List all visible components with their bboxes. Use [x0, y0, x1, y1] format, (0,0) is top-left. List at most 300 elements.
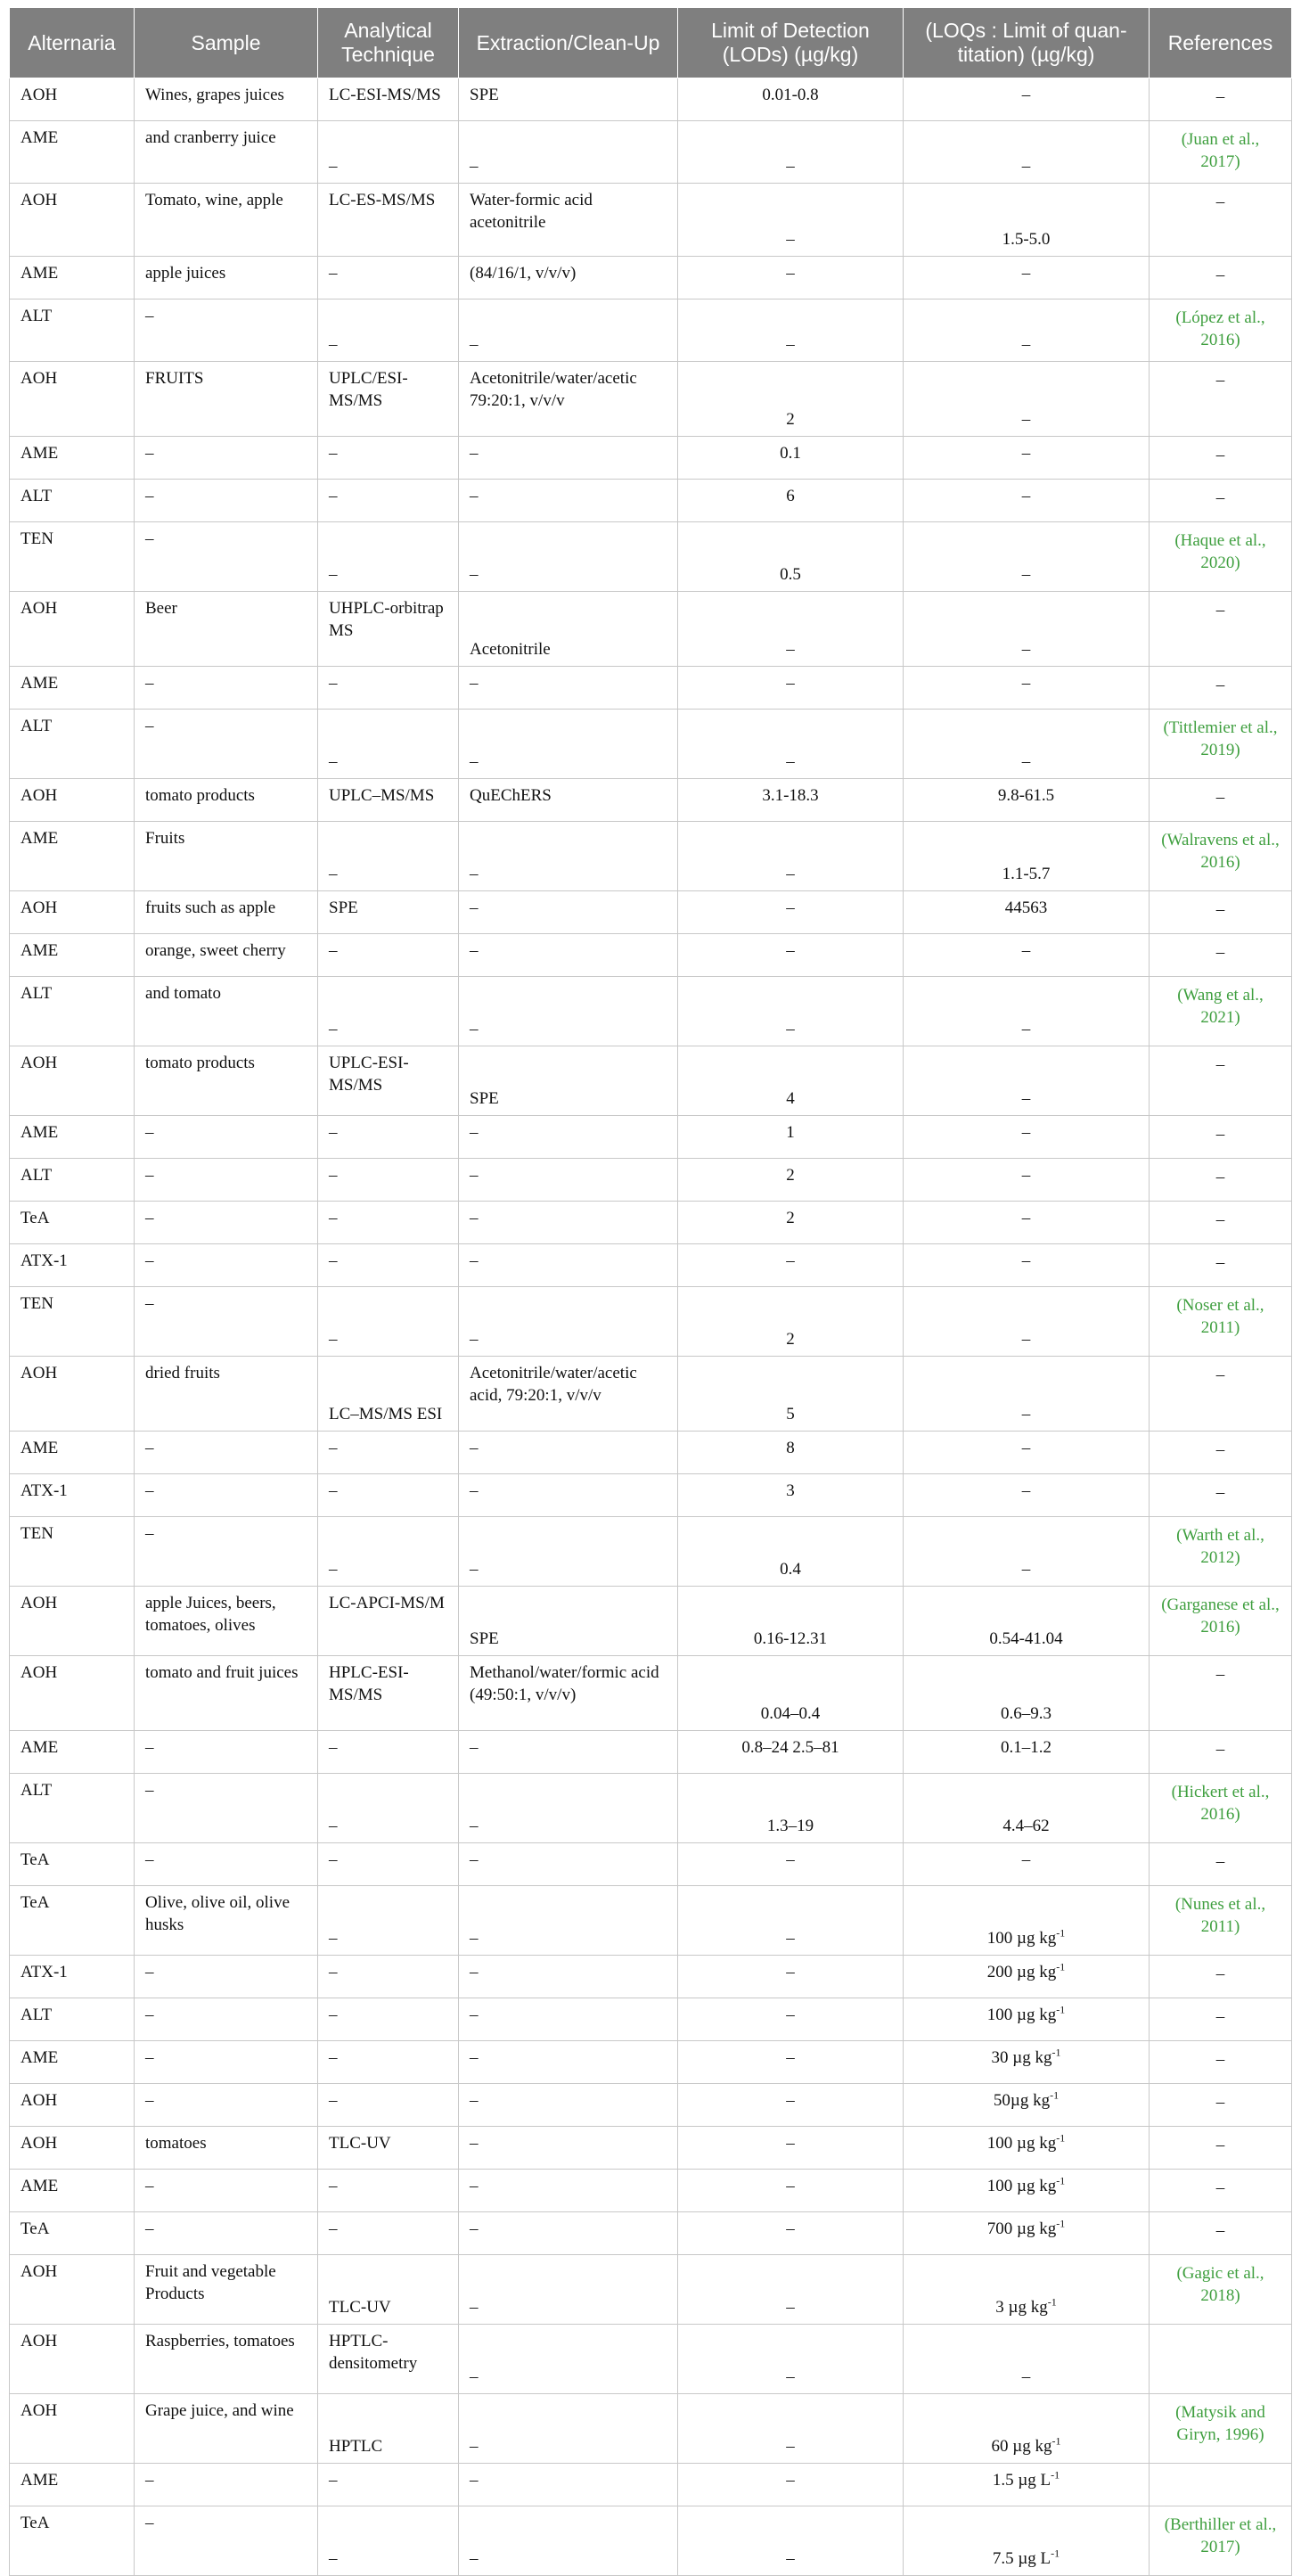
loq-value: – — [1021, 941, 1031, 960]
cell-sample: – — [135, 1998, 318, 2041]
cell-technique: HPLC-ESI-MS/MS — [318, 1656, 459, 1731]
cell-loq — [904, 2041, 1150, 2084]
cell-sample: fruits such as apple — [135, 891, 318, 934]
cell-extraction: (84/16/1, v/v/v) — [459, 257, 678, 299]
cell-reference: – — [1150, 2041, 1292, 2084]
cell-technique: – — [318, 1202, 459, 1244]
cell-technique: UHPLC-orbitrap MS — [318, 592, 459, 667]
table-row — [10, 891, 1292, 934]
table-row — [10, 1774, 1292, 1843]
loq-value: – — [1021, 1166, 1031, 1185]
cell-technique: – — [318, 2041, 459, 2084]
cell-lod: 3 — [678, 1474, 904, 1517]
reference-link[interactable]: (Berthiller et al., 2017) — [1150, 2506, 1292, 2576]
cell-alternaria: ALT — [10, 1774, 135, 1843]
cell-lod: – — [678, 1244, 904, 1287]
table-row — [10, 1357, 1292, 1432]
cell-reference: – — [1150, 2170, 1292, 2212]
cell-extraction: – — [459, 977, 678, 1046]
cell-extraction: – — [459, 1202, 678, 1244]
cell-loq — [904, 184, 1150, 257]
cell-loq — [904, 2255, 1150, 2325]
table-row — [10, 2464, 1292, 2506]
loq-value: 9.8-61.5 — [997, 786, 1055, 805]
cell-extraction: – — [459, 710, 678, 779]
reference-link[interactable]: (Warth et al., 2012) — [1150, 1517, 1292, 1587]
cell-sample: tomato products — [135, 779, 318, 822]
cell-loq — [904, 2394, 1150, 2464]
table-header — [10, 8, 1292, 78]
cell-technique: LC-ES-MS/MS — [318, 184, 459, 257]
table-row — [10, 78, 1292, 121]
cell-loq — [904, 822, 1150, 891]
cell-loq — [904, 2084, 1150, 2127]
cell-alternaria: AOH — [10, 1046, 135, 1116]
cell-sample: – — [135, 1956, 318, 1998]
cell-lod: – — [678, 977, 904, 1046]
cell-sample: – — [135, 1731, 318, 1774]
cell-alternaria: AOH — [10, 779, 135, 822]
col-header-extraction: Extraction/Clean-Up — [459, 8, 678, 78]
loq-value: 200 µg kg — [986, 1963, 1057, 1981]
cell-technique: – — [318, 667, 459, 710]
cell-sample: – — [135, 2170, 318, 2212]
cell-loq — [904, 2212, 1150, 2255]
cell-reference: – — [1150, 184, 1292, 257]
cell-technique: – — [318, 2506, 459, 2576]
cell-lod: 1 — [678, 1116, 904, 1159]
cell-sample: – — [135, 1202, 318, 1244]
cell-technique: HPTLC-densitometry — [318, 2325, 459, 2394]
cell-reference: – — [1150, 592, 1292, 667]
cell-extraction: – — [459, 667, 678, 710]
reference-link[interactable]: (Noser et al., 2011) — [1150, 1287, 1292, 1357]
cell-loq — [904, 779, 1150, 822]
loq-value: – — [1021, 1481, 1031, 1500]
loq-value: – — [1021, 1020, 1031, 1038]
reference-link[interactable]: (Hickert et al., 2016) — [1150, 1774, 1292, 1843]
cell-lod: – — [678, 2464, 904, 2506]
loq-unit-exponent: -1 — [1056, 2003, 1066, 2016]
cell-sample: Beer — [135, 592, 318, 667]
cell-alternaria: AME — [10, 1116, 135, 1159]
cell-lod: – — [678, 2325, 904, 2394]
loq-value: 60 µg kg — [991, 2437, 1052, 2456]
cell-loq — [904, 480, 1150, 522]
cell-extraction: Acetonitrile/water/acetic 79:20:1, v/v/v — [459, 362, 678, 437]
cell-extraction: – — [459, 121, 678, 184]
cell-lod: 5 — [678, 1357, 904, 1432]
cell-alternaria: AOH — [10, 1587, 135, 1656]
data-table — [9, 7, 1292, 2576]
loq-value: – — [1021, 1850, 1031, 1869]
cell-lod: – — [678, 822, 904, 891]
cell-reference: – — [1150, 1998, 1292, 2041]
loq-value: 44563 — [1004, 898, 1048, 917]
cell-loq — [904, 934, 1150, 977]
table-row — [10, 822, 1292, 891]
cell-loq — [904, 1046, 1150, 1116]
cell-alternaria: TEN — [10, 1517, 135, 1587]
cell-loq — [904, 1202, 1150, 1244]
cell-technique: – — [318, 1731, 459, 1774]
loq-unit-exponent: -1 — [1050, 2088, 1060, 2102]
cell-extraction: SPE — [459, 78, 678, 121]
loq-value: – — [1021, 335, 1031, 354]
cell-lod: – — [678, 1998, 904, 2041]
cell-technique: – — [318, 710, 459, 779]
cell-sample: apple Juices, beers, tomatoes, olives — [135, 1587, 318, 1656]
table-row — [10, 1202, 1292, 1244]
cell-alternaria: AOH — [10, 2255, 135, 2325]
loq-value: 50µg kg — [993, 2091, 1051, 2110]
loq-value: – — [1021, 640, 1031, 659]
cell-loq — [904, 2506, 1150, 2576]
reference-link[interactable]: (Haque et al., 2020) — [1150, 522, 1292, 592]
cell-technique: – — [318, 2212, 459, 2255]
cell-alternaria: ALT — [10, 480, 135, 522]
cell-lod: – — [678, 2255, 904, 2325]
col-header-technique: Analytical Technique — [318, 8, 459, 78]
loq-value: 1.5-5.0 — [1002, 230, 1051, 249]
cell-sample: – — [135, 522, 318, 592]
cell-sample: – — [135, 667, 318, 710]
table-row — [10, 2506, 1292, 2576]
cell-sample: – — [135, 1474, 318, 1517]
cell-extraction: – — [459, 437, 678, 480]
col-header-loq: (LOQs : Limit of quan-titation) (µg/kg) — [904, 8, 1150, 78]
cell-lod: – — [678, 2170, 904, 2212]
loq-value: 100 µg kg — [986, 2134, 1057, 2153]
cell-loq — [904, 1116, 1150, 1159]
cell-technique: LC-ESI-MS/MS — [318, 78, 459, 121]
loq-value: – — [1021, 410, 1031, 429]
cell-extraction: Water-formic acid acetonitrile — [459, 184, 678, 257]
cell-extraction: SPE — [459, 1587, 678, 1656]
cell-lod: 0.04–0.4 — [678, 1656, 904, 1731]
cell-loq — [904, 977, 1150, 1046]
cell-lod: 2 — [678, 1159, 904, 1202]
cell-technique: – — [318, 934, 459, 977]
cell-reference: – — [1150, 1357, 1292, 1432]
table-row — [10, 184, 1292, 257]
cell-extraction: – — [459, 522, 678, 592]
cell-alternaria: AOH — [10, 2394, 135, 2464]
cell-alternaria: ATX-1 — [10, 1474, 135, 1517]
cell-reference: – — [1150, 362, 1292, 437]
cell-reference: – — [1150, 2127, 1292, 2170]
loq-value: – — [1021, 444, 1031, 463]
table-row — [10, 1432, 1292, 1474]
table-row — [10, 977, 1292, 1046]
cell-loq — [904, 121, 1150, 184]
cell-loq — [904, 2170, 1150, 2212]
table-row — [10, 480, 1292, 522]
cell-loq — [904, 1517, 1150, 1587]
cell-alternaria: TEN — [10, 522, 135, 592]
cell-extraction: – — [459, 2127, 678, 2170]
cell-lod: 0.5 — [678, 522, 904, 592]
cell-lod: – — [678, 2041, 904, 2084]
reference-link[interactable]: (Matysik and Giryn, 1996) — [1150, 2394, 1292, 2464]
cell-alternaria: ATX-1 — [10, 1244, 135, 1287]
cell-sample: – — [135, 1116, 318, 1159]
cell-lod: – — [678, 1886, 904, 1956]
cell-lod: – — [678, 2212, 904, 2255]
cell-reference: – — [1150, 779, 1292, 822]
table-row — [10, 1046, 1292, 1116]
table-row — [10, 710, 1292, 779]
cell-lod: 2 — [678, 1202, 904, 1244]
cell-technique: UPLC/ESI-MS/MS — [318, 362, 459, 437]
reference-link[interactable]: (Gagic et al., 2018) — [1150, 2255, 1292, 2325]
cell-reference: – — [1150, 1159, 1292, 1202]
table-body — [10, 78, 1292, 2576]
col-header-lod: Limit of Detection (LODs) (µg/kg) — [678, 8, 904, 78]
loq-unit-exponent: -1 — [1047, 2295, 1057, 2309]
cell-alternaria: AOH — [10, 78, 135, 121]
table-row — [10, 1998, 1292, 2041]
cell-extraction: – — [459, 2394, 678, 2464]
header-row — [10, 8, 1292, 78]
cell-sample: – — [135, 2084, 318, 2127]
loq-unit-exponent: -1 — [1051, 2046, 1061, 2059]
table-row — [10, 1843, 1292, 1886]
table-row — [10, 2041, 1292, 2084]
cell-alternaria: ALT — [10, 977, 135, 1046]
table-row — [10, 1116, 1292, 1159]
cell-reference: – — [1150, 1202, 1292, 1244]
cell-technique: – — [318, 299, 459, 362]
loq-value: – — [1021, 674, 1031, 693]
cell-sample: – — [135, 437, 318, 480]
cell-technique: TLC-UV — [318, 2127, 459, 2170]
cell-extraction: – — [459, 1244, 678, 1287]
cell-reference: – — [1150, 2084, 1292, 2127]
cell-loq — [904, 1474, 1150, 1517]
cell-technique: – — [318, 2464, 459, 2506]
cell-loq — [904, 592, 1150, 667]
cell-reference: – — [1150, 257, 1292, 299]
cell-loq — [904, 1159, 1150, 1202]
table-row — [10, 437, 1292, 480]
cell-reference: – — [1150, 1474, 1292, 1517]
loq-value: 0.6–9.3 — [1001, 1704, 1051, 1723]
reference-link[interactable]: (Nunes et al., 2011) — [1150, 1886, 1292, 1956]
loq-unit-exponent: -1 — [1051, 2547, 1060, 2560]
cell-reference: – — [1150, 480, 1292, 522]
cell-sample: and tomato — [135, 977, 318, 1046]
cell-lod: – — [678, 1843, 904, 1886]
table-row — [10, 1587, 1292, 1656]
cell-reference — [1150, 2325, 1292, 2394]
loq-value: 0.1–1.2 — [1001, 1738, 1051, 1757]
cell-loq — [904, 1998, 1150, 2041]
cell-extraction: – — [459, 1731, 678, 1774]
cell-loq — [904, 1357, 1150, 1432]
loq-value: 700 µg kg — [986, 2219, 1057, 2238]
cell-lod: 2 — [678, 362, 904, 437]
cell-alternaria: ATX-1 — [10, 1956, 135, 1998]
cell-lod: – — [678, 2127, 904, 2170]
loq-unit-exponent: -1 — [1056, 1926, 1066, 1940]
table-row — [10, 779, 1292, 822]
loq-value: – — [1021, 1405, 1031, 1423]
cell-extraction: – — [459, 2212, 678, 2255]
cell-sample: Raspberries, tomatoes — [135, 2325, 318, 2394]
reference-link[interactable]: (Garganese et al., 2016) — [1150, 1587, 1292, 1656]
cell-reference: – — [1150, 2212, 1292, 2255]
loq-value: – — [1021, 1089, 1031, 1108]
cell-loq — [904, 1731, 1150, 1774]
loq-unit-exponent: -1 — [1056, 1960, 1066, 1973]
cell-lod: 0.4 — [678, 1517, 904, 1587]
reference-link[interactable]: (Juan et al., 2017) — [1150, 121, 1292, 184]
cell-sample: Wines, grapes juices — [135, 78, 318, 121]
cell-reference: – — [1150, 1656, 1292, 1731]
cell-technique: – — [318, 1287, 459, 1357]
cell-technique: – — [318, 822, 459, 891]
cell-extraction: QuEChERS — [459, 779, 678, 822]
loq-value: 0.54-41.04 — [989, 1629, 1063, 1648]
cell-loq — [904, 1656, 1150, 1731]
loq-value: – — [1021, 1330, 1031, 1349]
cell-sample: – — [135, 710, 318, 779]
loq-value: – — [1021, 1123, 1031, 1142]
cell-extraction: – — [459, 1432, 678, 1474]
cell-lod: – — [678, 184, 904, 257]
loq-value: 100 µg kg — [986, 1929, 1057, 1948]
loq-value: 1.5 µg L — [992, 2471, 1051, 2490]
cell-sample: – — [135, 1244, 318, 1287]
cell-extraction: – — [459, 2255, 678, 2325]
cell-sample: tomatoes — [135, 2127, 318, 2170]
cell-lod: 0.01-0.8 — [678, 78, 904, 121]
table-row — [10, 1956, 1292, 1998]
cell-extraction: – — [459, 822, 678, 891]
cell-loq — [904, 299, 1150, 362]
cell-reference: – — [1150, 1432, 1292, 1474]
table-row — [10, 2255, 1292, 2325]
cell-alternaria: TeA — [10, 1202, 135, 1244]
cell-loq — [904, 257, 1150, 299]
cell-sample: – — [135, 2506, 318, 2576]
cell-extraction: – — [459, 1159, 678, 1202]
cell-loq — [904, 362, 1150, 437]
reference-link[interactable]: (Tittlemier et al., 2019) — [1150, 710, 1292, 779]
cell-loq — [904, 1774, 1150, 1843]
loq-value: – — [1021, 1251, 1031, 1270]
cell-technique: – — [318, 1517, 459, 1587]
cell-alternaria: AOH — [10, 2325, 135, 2394]
cell-reference — [1150, 2464, 1292, 2506]
cell-technique: LC–MS/MS ESI — [318, 1357, 459, 1432]
cell-reference: – — [1150, 1244, 1292, 1287]
cell-lod: 0.16-12.31 — [678, 1587, 904, 1656]
cell-alternaria: ALT — [10, 1159, 135, 1202]
cell-lod: – — [678, 891, 904, 934]
cell-alternaria: AME — [10, 2170, 135, 2212]
loq-value: 3 µg kg — [995, 2298, 1048, 2317]
cell-sample: Tomato, wine, apple — [135, 184, 318, 257]
cell-extraction: – — [459, 1116, 678, 1159]
cell-technique: – — [318, 1774, 459, 1843]
table-row — [10, 1656, 1292, 1731]
table-row — [10, 2394, 1292, 2464]
cell-alternaria: AOH — [10, 2127, 135, 2170]
cell-lod: – — [678, 299, 904, 362]
cell-alternaria: AME — [10, 257, 135, 299]
cell-alternaria: ALT — [10, 710, 135, 779]
cell-sample: – — [135, 480, 318, 522]
cell-extraction: – — [459, 891, 678, 934]
table-row — [10, 592, 1292, 667]
cell-alternaria: ALT — [10, 1998, 135, 2041]
cell-reference: – — [1150, 78, 1292, 121]
cell-technique: – — [318, 437, 459, 480]
cell-alternaria: AME — [10, 2464, 135, 2506]
cell-extraction: – — [459, 1517, 678, 1587]
cell-extraction: – — [459, 1474, 678, 1517]
cell-technique: TLC-UV — [318, 2255, 459, 2325]
loq-unit-exponent: -1 — [1056, 2174, 1066, 2187]
table-row — [10, 1474, 1292, 1517]
cell-loq — [904, 78, 1150, 121]
cell-sample: Fruits — [135, 822, 318, 891]
cell-extraction: – — [459, 1886, 678, 1956]
cell-lod: 2 — [678, 1287, 904, 1357]
cell-alternaria: AME — [10, 1432, 135, 1474]
loq-value: – — [1021, 1209, 1031, 1227]
cell-sample: – — [135, 2212, 318, 2255]
cell-technique: – — [318, 2084, 459, 2127]
loq-value: 100 µg kg — [986, 2177, 1057, 2195]
cell-technique: LC-APCI-MS/M — [318, 1587, 459, 1656]
cell-loq — [904, 2127, 1150, 2170]
cell-sample: – — [135, 1517, 318, 1587]
cell-loq — [904, 437, 1150, 480]
cell-lod: – — [678, 710, 904, 779]
cell-technique: HPTLC — [318, 2394, 459, 2464]
cell-lod: 3.1-18.3 — [678, 779, 904, 822]
table-row — [10, 2084, 1292, 2127]
loq-value: 4.4–62 — [1002, 1817, 1050, 1835]
col-header-sample: Sample — [135, 8, 318, 78]
cell-technique: SPE — [318, 891, 459, 934]
loq-value: 100 µg kg — [986, 2006, 1057, 2024]
cell-alternaria: AOH — [10, 362, 135, 437]
cell-lod: 4 — [678, 1046, 904, 1116]
table-row — [10, 299, 1292, 362]
cell-technique: – — [318, 121, 459, 184]
table-row — [10, 2170, 1292, 2212]
reference-link[interactable]: (Walravens et al., 2016) — [1150, 822, 1292, 891]
cell-lod: – — [678, 1956, 904, 1998]
cell-reference: – — [1150, 437, 1292, 480]
cell-lod: 8 — [678, 1432, 904, 1474]
cell-extraction: – — [459, 2506, 678, 2576]
loq-value: – — [1021, 752, 1031, 771]
table-row — [10, 121, 1292, 184]
table-row — [10, 362, 1292, 437]
cell-lod: – — [678, 592, 904, 667]
reference-link[interactable]: (Wang et al., 2021) — [1150, 977, 1292, 1046]
cell-reference: – — [1150, 1956, 1292, 1998]
cell-reference: – — [1150, 934, 1292, 977]
reference-link[interactable]: (López et al., 2016) — [1150, 299, 1292, 362]
loq-value: – — [1021, 86, 1031, 104]
cell-technique: – — [318, 1886, 459, 1956]
